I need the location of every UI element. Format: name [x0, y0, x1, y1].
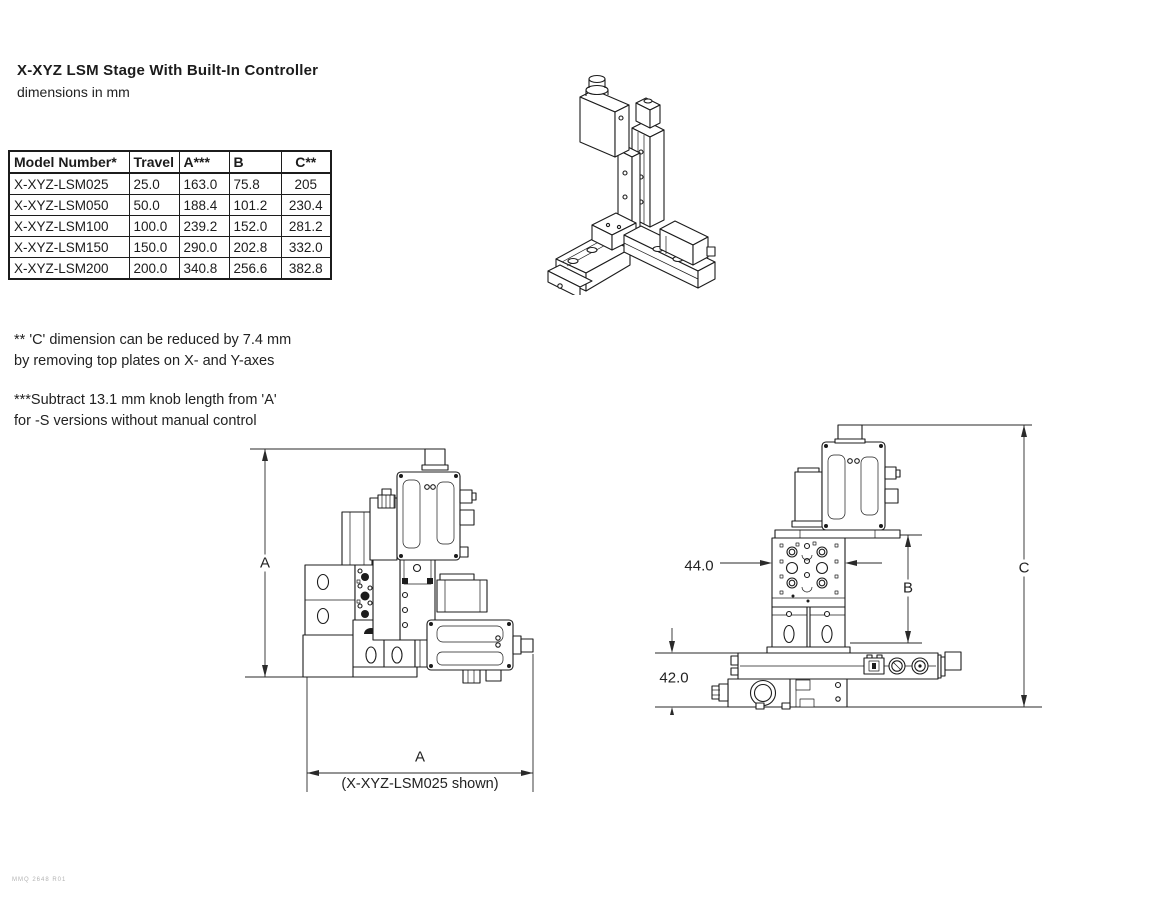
dim-label-c: C	[1016, 560, 1033, 577]
table-cell: X-XYZ-LSM150	[9, 237, 129, 258]
table-cell: 332.0	[281, 237, 331, 258]
table-cell: 152.0	[229, 216, 281, 237]
front-view-stage-body	[712, 425, 961, 709]
table-cell: 290.0	[179, 237, 229, 258]
table-cell: 163.0	[179, 173, 229, 195]
dim-caption-model-shown: (X-XYZ-LSM025 shown)	[341, 776, 499, 792]
table-cell: 230.4	[281, 195, 331, 216]
table-cell: 25.0	[129, 173, 179, 195]
col-header-b: B	[229, 151, 281, 173]
dim-label-b: B	[900, 580, 916, 597]
footnote-line: by removing top plates on X- and Y-axes	[14, 353, 275, 369]
table-cell: 256.6	[229, 258, 281, 280]
isometric-view-drawing	[540, 55, 725, 295]
table-cell: X-XYZ-LSM200	[9, 258, 129, 280]
top-view-drawing	[240, 430, 570, 805]
isometric-stage-assembly	[548, 76, 715, 296]
table-cell: 75.8	[229, 173, 281, 195]
table-cell: 150.0	[129, 237, 179, 258]
table-row	[9, 173, 331, 195]
top-view-stage-body	[303, 449, 533, 683]
dim-label-a-height: A	[257, 555, 273, 572]
footnote-a-dimension	[14, 390, 334, 432]
table-cell: 188.4	[179, 195, 229, 216]
table-cell: 202.8	[229, 237, 281, 258]
dimensions-table	[8, 150, 332, 280]
dim-label-42: 42.0	[659, 669, 689, 687]
page-subtitle: dimensions in mm	[17, 84, 130, 100]
footnote-line: for -S versions without manual control	[14, 413, 257, 429]
footnote-line: ** 'C' dimension can be reduced by 7.4 mm	[14, 332, 292, 348]
title-block	[17, 62, 318, 100]
table-cell: 200.0	[129, 258, 179, 280]
table-cell: 382.8	[281, 258, 331, 280]
col-header-a: A***	[179, 151, 229, 173]
table-cell: 340.8	[179, 258, 229, 280]
table-cell: 205	[281, 173, 331, 195]
table-row	[9, 258, 331, 280]
table-cell: 101.2	[229, 195, 281, 216]
table-cell: X-XYZ-LSM050	[9, 195, 129, 216]
footnote-line: ***Subtract 13.1 mm knob length from 'A'	[14, 392, 277, 408]
table-cell: X-XYZ-LSM025	[9, 173, 129, 195]
col-header-c: C**	[281, 151, 331, 173]
col-header-model: Model Number*	[9, 151, 129, 173]
table-row	[9, 216, 331, 237]
table-row	[9, 195, 331, 216]
table-row	[9, 237, 331, 258]
table-header-row	[9, 151, 331, 173]
doc-number: MMQ 2648 R01	[12, 877, 67, 883]
table-cell: 239.2	[179, 216, 229, 237]
table-cell: X-XYZ-LSM100	[9, 216, 129, 237]
dim-label-44: 44.0	[684, 557, 714, 575]
table-cell: 100.0	[129, 216, 179, 237]
table-cell: 281.2	[281, 216, 331, 237]
col-header-travel: Travel	[129, 151, 179, 173]
page-title: X-XYZ LSM Stage With Built-In Controller	[17, 62, 319, 79]
footnote-c-dimension	[14, 330, 334, 372]
dim-label-a-width: A	[414, 748, 426, 766]
table-cell: 50.0	[129, 195, 179, 216]
